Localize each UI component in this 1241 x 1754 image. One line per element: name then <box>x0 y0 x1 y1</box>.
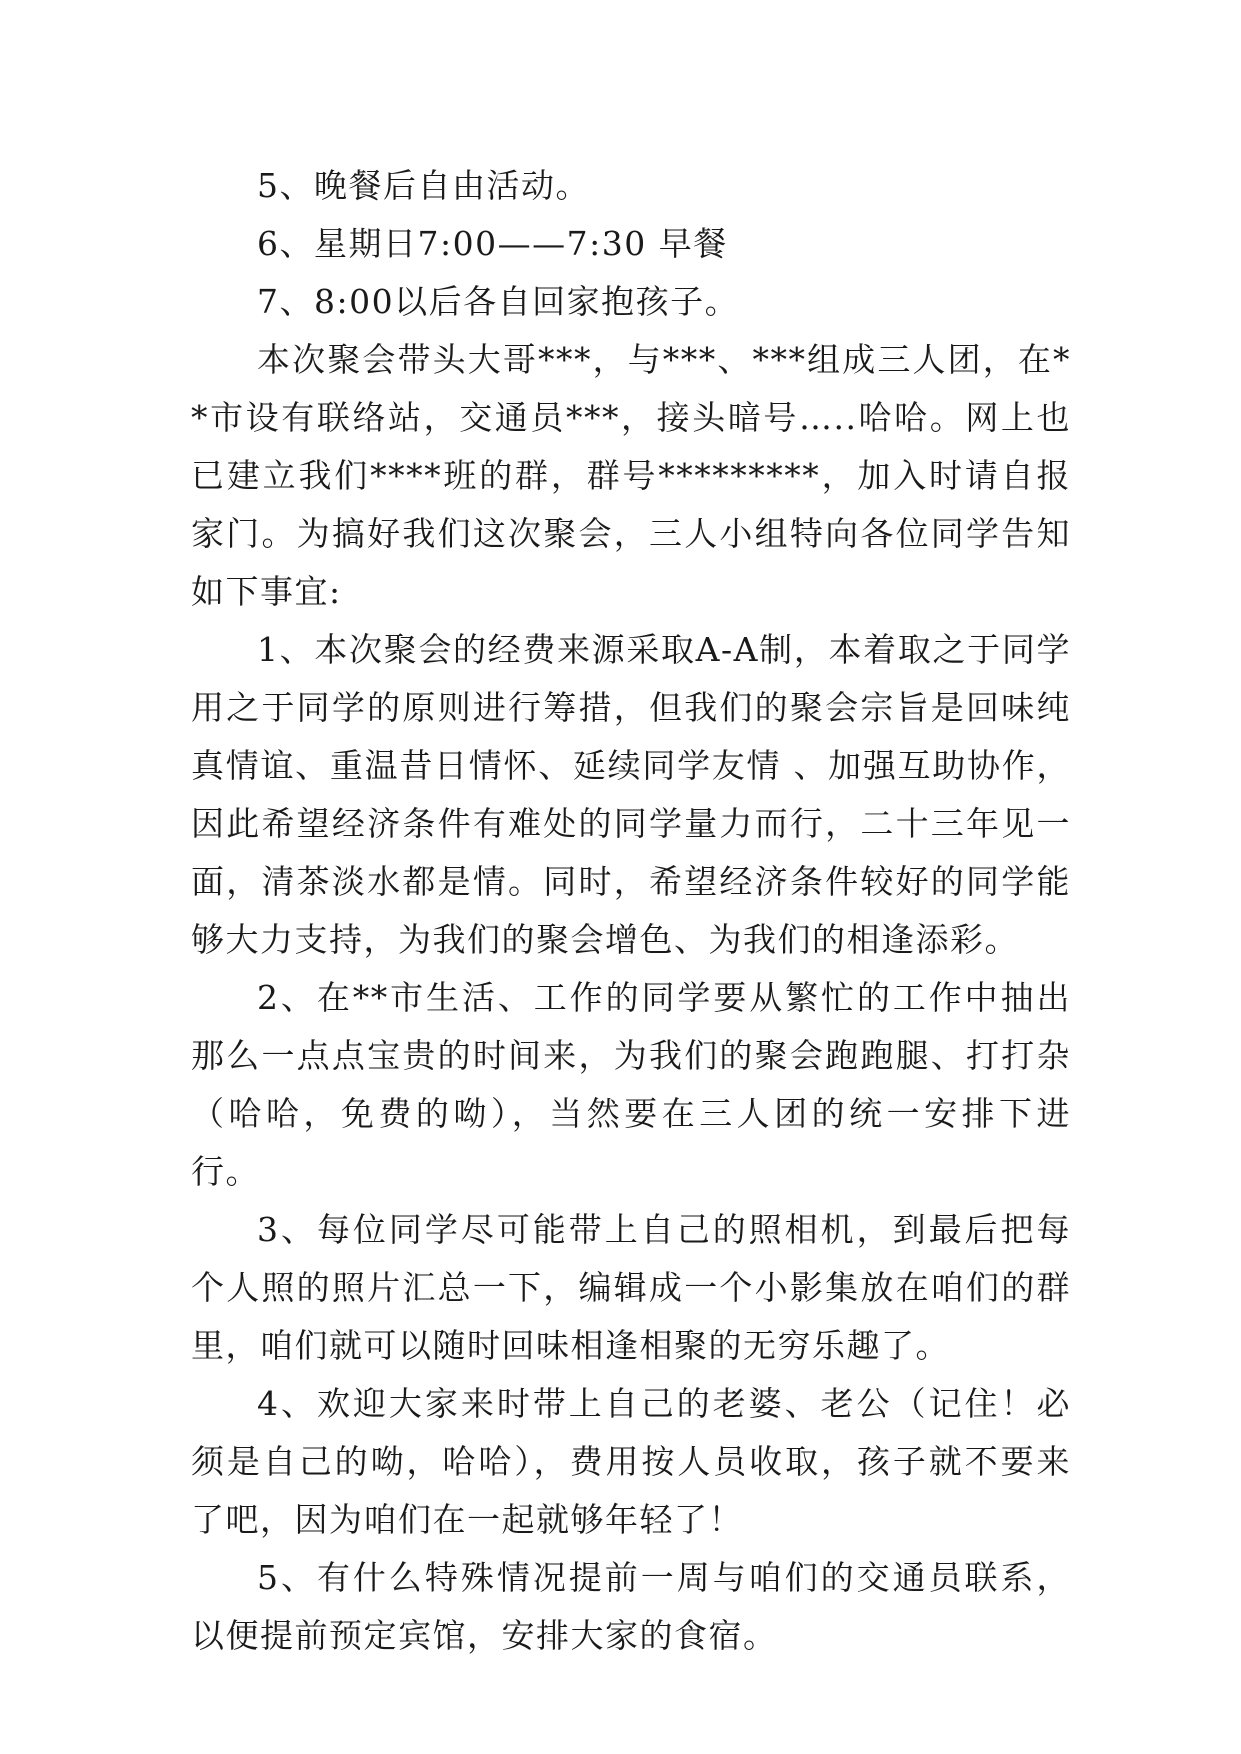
document-body <box>191 157 1071 1665</box>
paragraph-notice-5-contact: 5、有什么特殊情况提前一周与咱们的交通员联系，以便提前预定宾馆，安排大家的食宿。 <box>191 1558 1071 1655</box>
paragraph-notice-1-funding: 1、本次聚会的经费来源采取A-A制，本着取之于同学用之于同学的原则进行筹措，但我们的聚会宗旨是回味纯真情谊、重温昔日情怀、延续同学友情 、加强互助协作，因此希望经济条件有难处的同学量力而行，二十三年见一面，清茶淡水都是情。同时，希望经济条件较好的同学能够大力支持，为我们的聚会增色、为我们的相逢添彩。 <box>191 630 1071 959</box>
paragraph-item-6-breakfast: 6、星期日7:00——7:30 早餐 <box>257 224 728 263</box>
paragraph-notice-3-camera: 3、每位同学尽可能带上自己的照相机，到最后把每个人照的照片汇总一下，编辑成一个小影集放在咱们的群里，咱们就可以随时回味相逢相聚的无穷乐趣了。 <box>191 1210 1071 1365</box>
paragraph-notice-2-local-help: 2、在**市生活、工作的同学要从繁忙的工作中抽出那么一点点宝贵的时间来，为我们的聚会跑跑腿、打打杂（哈哈，免费的呦），当然要在三人团的统一安排下进行。 <box>191 978 1071 1191</box>
paragraph-notice-4-spouses: 4、欢迎大家来时带上自己的老婆、老公（记住！必须是自己的呦，哈哈），费用按人员收取，孩子就不要来了吧，因为咱们在一起就够年轻了！ <box>191 1384 1071 1539</box>
paragraph-item-5-dinner: 5、晚餐后自由活动。 <box>257 166 590 205</box>
paragraph-item-7-go-home: 7、8:00以后各自回家抱孩子。 <box>257 282 740 321</box>
paragraph-organizers: 本次聚会带头大哥***，与***、***组成三人团，在**市设有联络站，交通员***，接头暗号…..哈哈。网上也已建立我们****班的群，群号*********，加入时请自报家门。为搞好我们这次聚会，三人小组特向各位同学告知如下事宜: <box>191 340 1072 611</box>
